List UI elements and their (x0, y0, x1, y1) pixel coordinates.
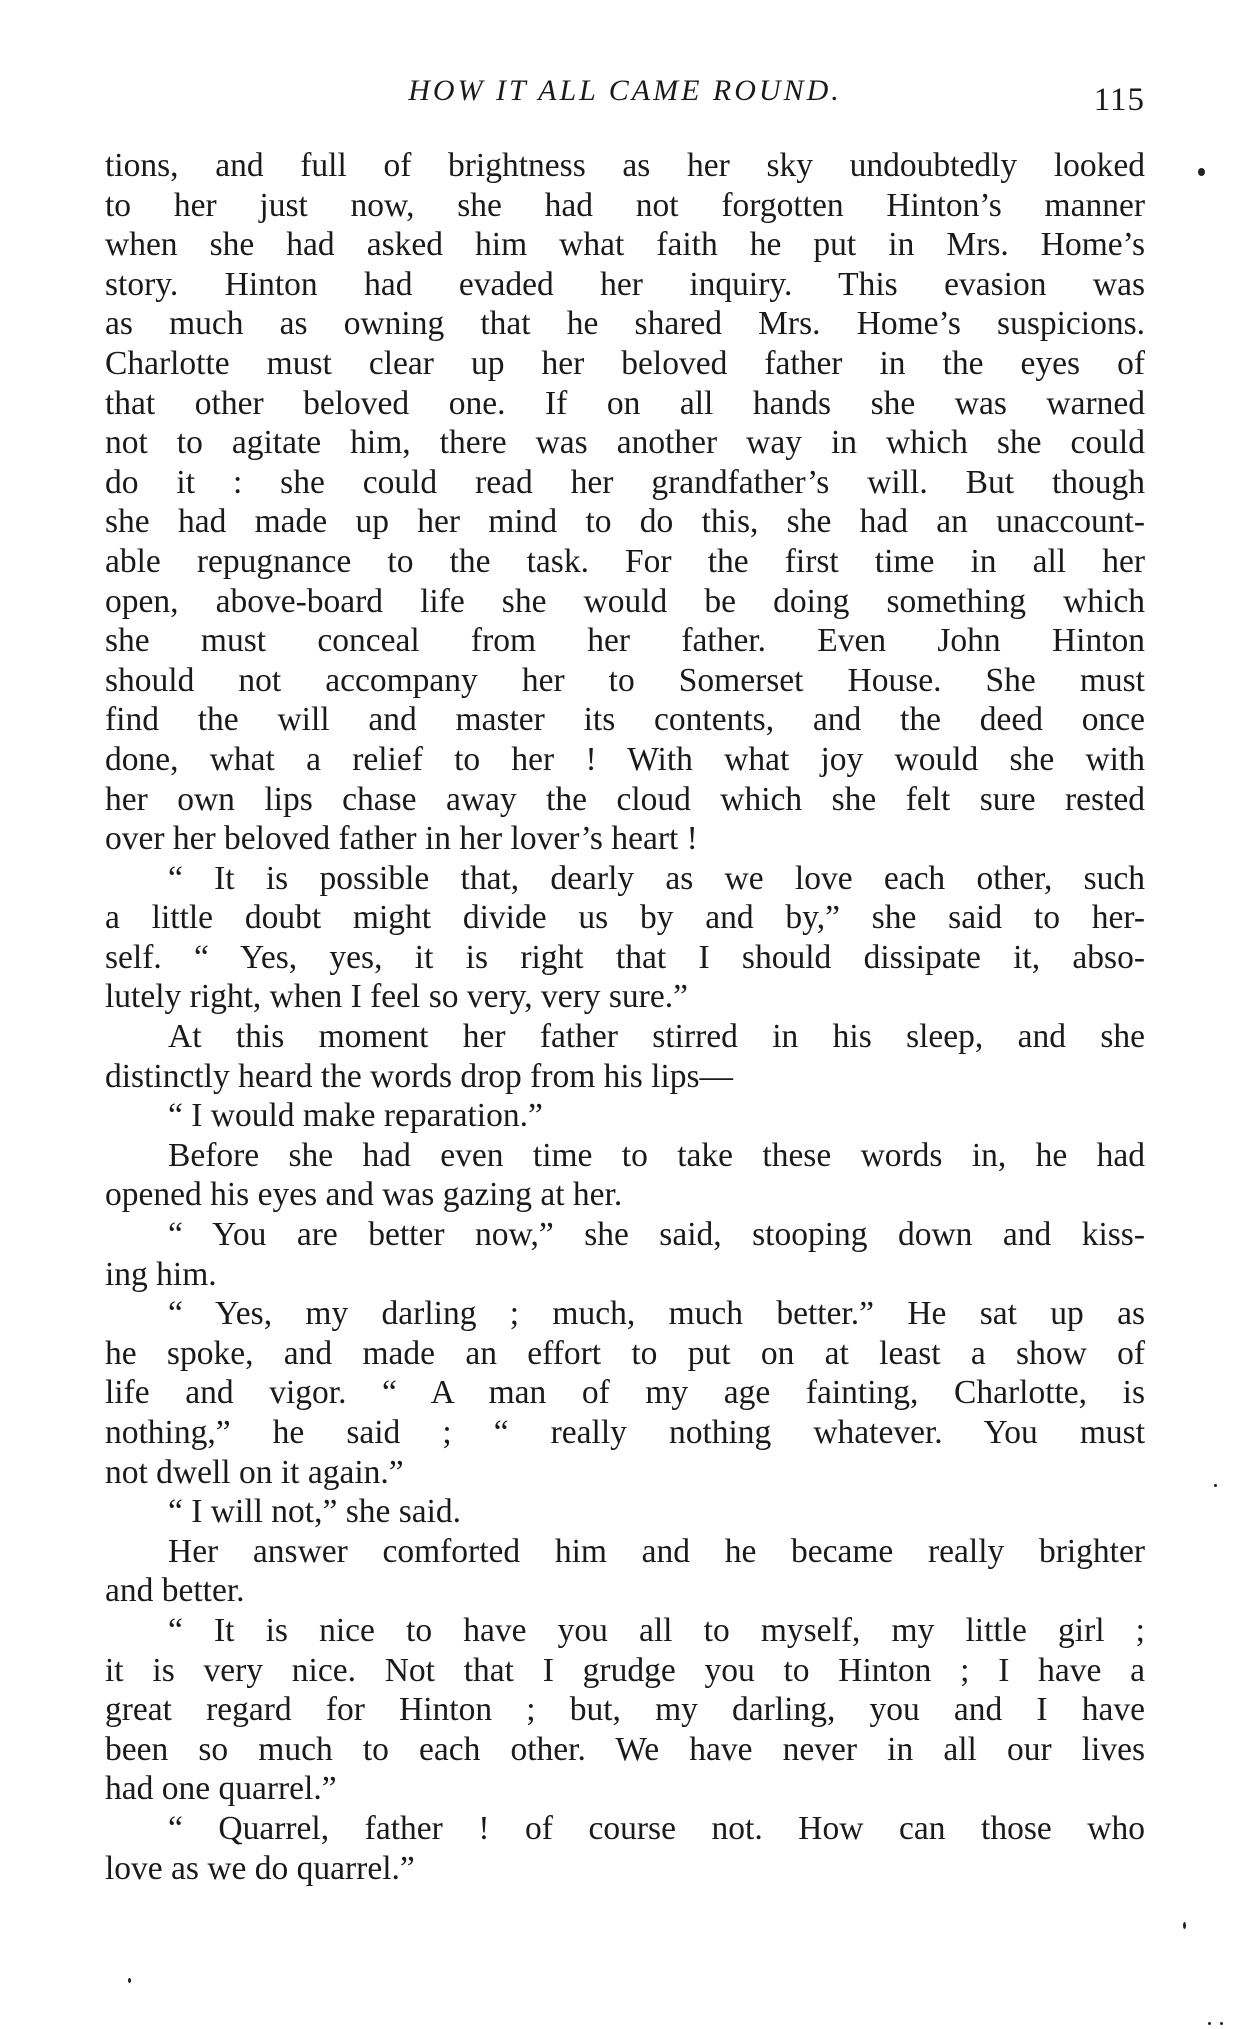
ink-speck (1198, 168, 1205, 176)
text-line: her own lips chase away the cloud which she felt sure rested (105, 780, 1145, 818)
text-line: not to agitate him, there was another way in which she could (105, 424, 1145, 462)
text-line: open, above-board life she would be doing something which (105, 582, 1145, 620)
text-line: self. “ Yes, yes, it is right that I should dissipate it, abso- (105, 938, 1145, 976)
text-line: she must conceal from her father. Even John Hinton (105, 622, 1145, 660)
text-line: love as we do quarrel.” (105, 1849, 415, 1887)
text-line: Before she had even time to take these words in, he had (168, 1136, 1145, 1174)
text-line: great regard for Hinton ; but, my darling, you and I have (105, 1691, 1145, 1729)
text-line: opened his eyes and was gazing at her. (105, 1176, 623, 1214)
text-line: to her just now, she had not forgotten Hinton’s manner (105, 186, 1145, 224)
text-line: tions, and full of brightness as her sky undoubtedly looked (105, 147, 1145, 184)
text-line: “ You are better now,” she said, stooping down and kiss- (168, 1216, 1145, 1254)
text-line: over her beloved father in her lover’s heart ! (105, 820, 698, 858)
text-line: At this moment her father stirred in his sleep, and she (168, 1018, 1145, 1056)
text-line: been so much to each other. We have never in all our lives (105, 1730, 1145, 1768)
text-line: he spoke, and made an effort to put on at least a show of (105, 1334, 1145, 1372)
ink-speck (1220, 2022, 1223, 2025)
text-line: not dwell on it again.” (105, 1453, 404, 1491)
text-line: life and vigor. “ A man of my age fainting, Charlotte, is (105, 1374, 1145, 1412)
text-line: able repugnance to the task. For the first time in all her (105, 542, 1145, 580)
text-line: story. Hinton had evaded her inquiry. This evasion was (105, 265, 1145, 303)
body-text (105, 146, 1145, 1888)
text-line: it is very nice. Not that I grudge you to Hinton ; I have a (105, 1651, 1145, 1689)
text-line: a little doubt might divide us by and by,” she said to her- (105, 899, 1145, 937)
text-line: done, what a relief to her ! With what joy would she with (105, 740, 1145, 778)
text-line: “ I will not,” she said. (168, 1493, 462, 1531)
text-line: when she had asked him what faith he put in Mrs. Home’s (105, 226, 1145, 264)
text-line: had one quarrel.” (105, 1770, 337, 1808)
running-head (105, 70, 1145, 120)
text-line: and better. (105, 1572, 245, 1610)
text-line: “ I would make reparation.” (168, 1097, 543, 1135)
text-line: Charlotte must clear up her beloved father in the eyes of (105, 344, 1145, 382)
text-line: distinctly heard the words drop from his lips— (105, 1057, 734, 1095)
ink-speck (128, 1978, 131, 1983)
text-line: “ Quarrel, father ! of course not. How can those who (168, 1809, 1145, 1847)
ink-speck (1208, 2022, 1211, 2025)
ink-speck (1183, 1922, 1186, 1929)
page-number: 115 (1093, 82, 1145, 118)
text-line: as much as owning that he shared Mrs. Home’s suspicions. (105, 305, 1145, 343)
text-line: lutely right, when I feel so very, very sure.” (105, 978, 688, 1016)
running-title: HOW IT ALL CAME ROUND. (408, 74, 842, 107)
text-line: “ It is nice to have you all to myself, my little girl ; (168, 1611, 1145, 1649)
text-line: do it : she could read her grandfather’s will. But though (105, 463, 1145, 501)
text-line: should not accompany her to Somerset House. She must (105, 661, 1145, 699)
text-line: nothing,” he said ; “ really nothing whatever. You must (105, 1414, 1145, 1451)
text-line: “ Yes, my darling ; much, much better.” He sat up as (168, 1295, 1145, 1333)
text-line: find the will and master its contents, and the deed once (105, 701, 1145, 739)
text-line: ing him. (105, 1255, 217, 1293)
text-line: she had made up her mind to do this, she had an unaccount- (105, 503, 1145, 541)
text-line: “ It is possible that, dearly as we love each other, such (168, 859, 1145, 897)
text-line: Her answer comforted him and he became really brighter (168, 1532, 1145, 1570)
ink-speck (1214, 1484, 1217, 1487)
text-line: that other beloved one. If on all hands she was warned (105, 384, 1145, 422)
